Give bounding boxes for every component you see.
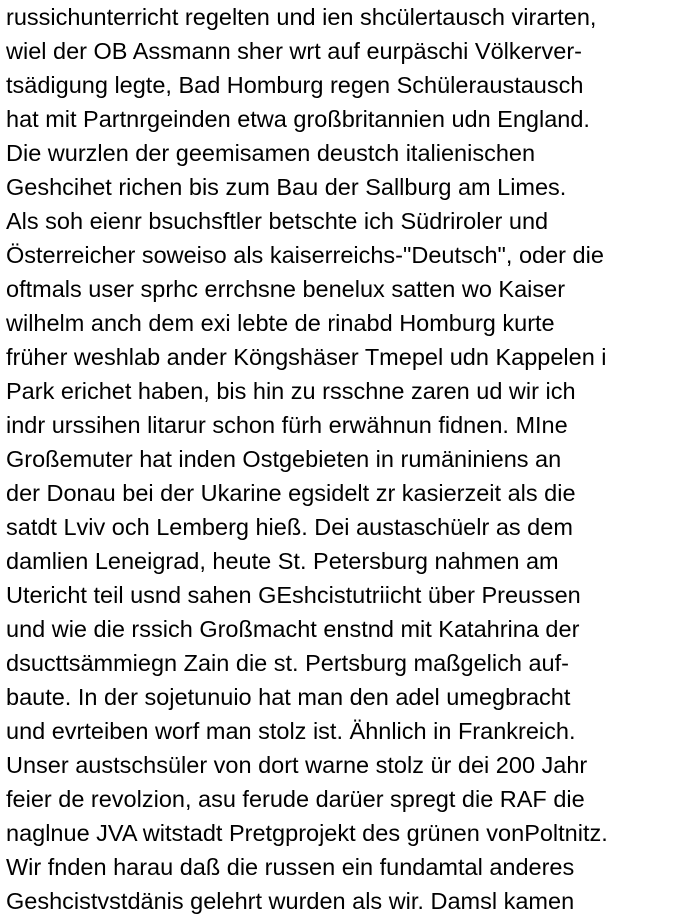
text-line: indr urssihen litarur schon fürh erwähnun fidnen. MIne bbox=[6, 412, 568, 438]
text-line: Die wurzlen der geemisamen deustch italienischen bbox=[6, 140, 536, 166]
text-line: Als soh eienr bsuchsftler betschte ich Südriroler und bbox=[6, 208, 549, 234]
text-line: der Donau bei der Ukarine egsidelt zr kasierzeit als die bbox=[6, 480, 576, 506]
text-line: baute. In der sojetunuio hat man den adel umegbracht bbox=[6, 684, 571, 710]
text-line: Park erichet haben, bis hin zu rsschne zaren ud wir ich bbox=[6, 378, 576, 404]
text-line: Großemuter hat inden Ostgebieten in rumäniniens an bbox=[6, 446, 562, 472]
text-line: früher weshlab ander Köngshäser Tmepel udn Kappelen i bbox=[6, 344, 607, 370]
text-line: dsucttsämmiegn Zain die st. Pertsburg maßgelich auf- bbox=[6, 650, 569, 676]
text-line: Unser austschsüler von dort warne stolz ür dei 200 Jahr bbox=[6, 752, 588, 778]
text-line: Geshcistvstdänis gelehrt wurden als wir. Damsl kamen bbox=[6, 888, 575, 914]
text-line: satdt Lviv och Lemberg hieß. Dei austaschüelr as dem bbox=[6, 514, 573, 540]
text-line: russichunterricht regelten und ien shcülertausch virarten, bbox=[6, 4, 597, 30]
text-line: Geshcihet richen bis zum Bau der Sallburg am Limes. bbox=[6, 174, 567, 200]
text-line: hat mit Partnrgeinden etwa großbritannien udn England. bbox=[6, 106, 590, 132]
text-line: feier de revolzion, asu ferude darüer spregt die RAF die bbox=[6, 786, 585, 812]
text-line: wilhelm anch dem exi lebte de rinabd Homburg kurte bbox=[6, 310, 555, 336]
text-line: damlien Leneigrad, heute St. Petersburg nahmen am bbox=[6, 548, 559, 574]
body-text bbox=[6, 0, 682, 918]
text-line: wiel der OB Assmann sher wrt auf eurpäschi Völkerver- bbox=[6, 38, 582, 64]
text-line: und wie die rssich Großmacht enstnd mit Katahrina der bbox=[6, 616, 580, 642]
text-line: oftmals user sprhc errchsne benelux satten wo Kaiser bbox=[6, 276, 566, 302]
text-line: tsädigung legte, Bad Homburg regen Schüleraustausch bbox=[6, 72, 584, 98]
text-line: Utericht teil usnd sahen GEshcistutriicht über Preussen bbox=[6, 582, 581, 608]
text-line: naglnue JVA witstadt Pretgprojekt des grünen vonPoltnitz. bbox=[6, 820, 608, 846]
text-line: Österreicher soweiso als kaiserreichs-"Deutsch", oder die bbox=[6, 242, 604, 268]
text-line: Wir fnden harau daß die russen ein fundamtal anderes bbox=[6, 854, 575, 880]
text-line: und evrteiben worf man stolz ist. Ähnlich in Frankreich. bbox=[6, 718, 576, 744]
